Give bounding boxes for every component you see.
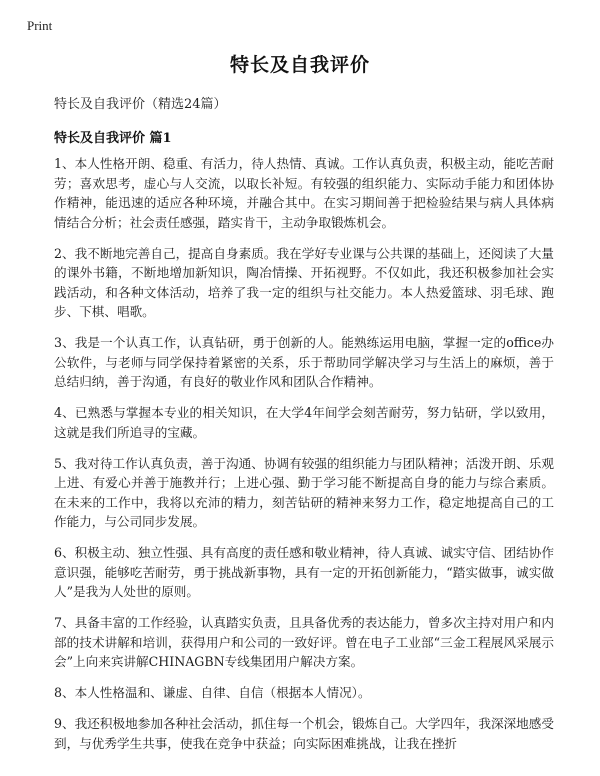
paragraph-7: 7、具备丰富的工作经验，认真踏实负责，且具备优秀的表达能力，曾多次主持对用户和内部的技术讲解和培训，获得用户和公司的一致好评。曾在电子工业部“三金工程展风采展示会”上向来宾讲解CHINAGBN专线集团用户解决方案。 — [54, 615, 554, 669]
document-subtitle: 特长及自我评价（精选24篇） — [54, 97, 227, 112]
paragraph-1: 1、本人性格开朗、稳重、有活力，待人热情、真诚。工作认真负责，积极主动，能吃苦耐劳；喜欢思考，虚心与人交流，以取长补短。有较强的组织能力、实际动手能力和团体协作精神，能迅速的适应各种环境，并融合其中。在实习期间善于把检验结果与病人具体病情结合分析；社会责任感强，踏实肯干，主动争取锻炼机会。 — [54, 156, 554, 230]
paragraph-6: 6、积极主动、独立性强、具有高度的责任感和敬业精神，待人真诚、诚实守信、团结协作意识强，能够吃苦耐劳，勇于挑战新事物，具有一定的开拓创新能力，“踏实做事，诚实做人”是我为人处世的原则。 — [54, 545, 554, 599]
paragraph-5: 5、我对待工作认真负责，善于沟通、协调有较强的组织能力与团队精神；活泼开朗、乐观上进、有爱心并善于施教并行；上进心强、勤于学习能不断提高自身的能力与综合素质。在未来的工作中，我将以充沛的精力，刻苦钻研的精神来努力工作，稳定地提高自己的工作能力，与公司同步发展。 — [54, 455, 554, 529]
paragraph-2: 2、我不断地完善自己，提高自身素质。我在学好专业课与公共课的基础上，还阅读了大量的课外书籍，不断地增加新知识，陶冶情操、开拓视野。不仅如此，我还积极参加社会实践活动，和各种文体活动，培养了我一定的组织与社交能力。本人热爱篮球、羽毛球、跑步、下棋、唱歌。 — [54, 245, 554, 319]
document-title: 特长及自我评价 — [229, 54, 370, 76]
article-body — [54, 154, 554, 765]
print-link[interactable]: Print — [27, 18, 53, 33]
section-heading: 特长及自我评价 篇1 — [54, 131, 172, 146]
paragraph-8: 8、本人性格温和、谦虚、自律、自信（根据本人情况）。 — [54, 685, 371, 700]
paragraph-4: 4、已熟悉与掌握本专业的相关知识，在大学4年间学会刻苦耐劳，努力钻研，学以致用，这就是我们所追寻的宝藏。 — [54, 405, 554, 440]
paragraph-3: 3、我是一个认真工作，认真钻研，勇于创新的人。能熟练运用电脑，掌握一定的office办公软件，与老师与同学保持着紧密的关系，乐于帮助同学解决学习与生活上的麻烦，善于总结归纳，善于沟通，有良好的敬业作风和团队合作精神。 — [54, 335, 554, 389]
paragraph-9: 9、我还积极地参加各种社会活动，抓住每一个机会，锻炼自己。大学四年，我深深地感受到，与优秀学生共事，使我在竞争中获益；向实际困难挑战，让我在挫折 — [54, 716, 554, 751]
